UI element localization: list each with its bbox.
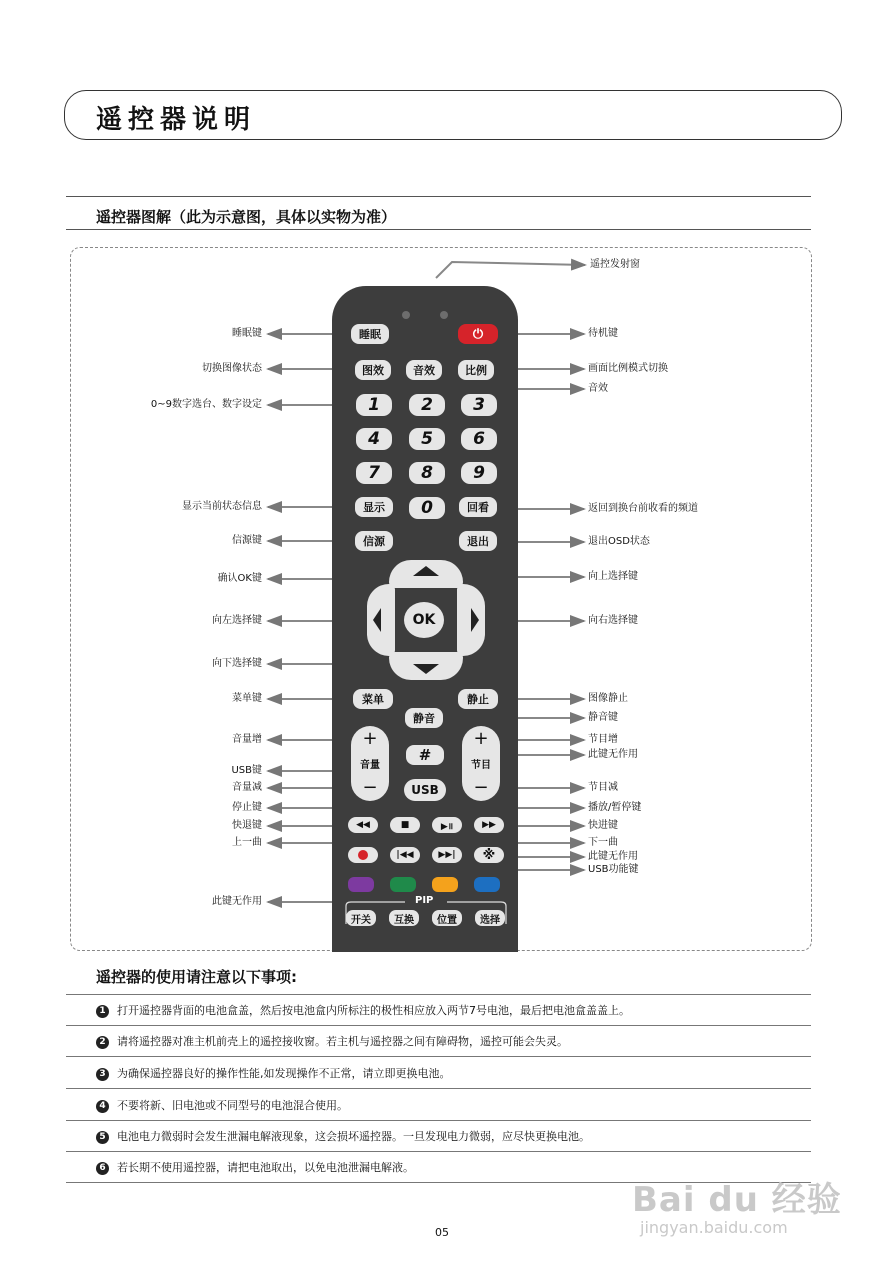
picture-mode-button[interactable]: 图效 (355, 360, 391, 380)
fast-forward-button[interactable] (474, 817, 504, 833)
volume-minus[interactable]: − (362, 777, 378, 798)
play-pause-button[interactable] (432, 817, 462, 833)
label-left: 向左选择键 (212, 615, 262, 626)
star-button[interactable]: ※ (474, 847, 504, 863)
stop-button[interactable] (390, 817, 420, 833)
note-number: 6 (96, 1162, 109, 1175)
watermark-url: jingyan.baidu.com (640, 1218, 788, 1237)
fast-forward-icon: ▶▶ (482, 820, 496, 830)
yellow-key[interactable] (432, 877, 458, 892)
digit-9-button[interactable]: 9 (461, 462, 497, 484)
blue-key[interactable] (474, 877, 500, 892)
record-icon (358, 850, 368, 860)
pip-swap-button[interactable]: 互换 (389, 910, 419, 926)
freeze-button[interactable]: 静止 (458, 689, 498, 709)
note-item (96, 1033, 568, 1049)
green-key[interactable] (390, 877, 416, 892)
ir-window (402, 311, 410, 319)
stop-icon: ■ (400, 820, 410, 830)
label-stop: 停止键 (232, 802, 262, 813)
label-hash: 此键无作用 (588, 749, 638, 760)
menu-button[interactable]: 菜单 (353, 689, 393, 709)
label-sound: 音效 (588, 383, 608, 394)
label-display: 显示当前状态信息 (182, 501, 262, 512)
label-ir: 遥控发射窗 (590, 259, 640, 270)
arrow-right-icon (471, 608, 479, 632)
digit-1-button[interactable]: 1 (356, 394, 392, 416)
recall-button[interactable]: 回看 (459, 497, 497, 517)
aspect-ratio-button[interactable]: 比例 (458, 360, 494, 380)
label-right: 向右选择键 (588, 615, 638, 626)
label-digits: 0~9数字选台、数字设定 (150, 399, 262, 410)
pip-on-off-button[interactable]: 开关 (346, 910, 376, 926)
note-item (96, 1097, 348, 1113)
next-icon: ▶▶| (438, 850, 456, 860)
label-picture: 切换图像状态 (202, 363, 262, 374)
section-title: 遥控器图解（此为示意图，具体以实物为准） (96, 208, 397, 226)
label-sleep: 睡眠键 (232, 328, 262, 339)
digit-5-button[interactable]: 5 (409, 428, 445, 450)
mute-button[interactable]: 静音 (405, 708, 443, 728)
previous-icon: |◀◀ (396, 850, 414, 860)
label-standby: 待机键 (588, 328, 618, 339)
label-prev: 上一曲 (232, 837, 262, 848)
play-pause-icon: ▶॥ (440, 821, 454, 832)
pip-select-button[interactable]: 选择 (475, 910, 505, 926)
note-text: 为确保遥控器良好的操作性能,如发现操作不正常，请立即更换电池。 (117, 1067, 451, 1080)
label-up: 向上选择键 (588, 571, 638, 582)
label-star: 此键无作用 (588, 851, 638, 862)
notes-title: 遥控器的使用请注意以下事项: (96, 968, 297, 986)
arrow-up-icon (413, 566, 439, 576)
label-rewind: 快退键 (232, 820, 262, 831)
divider (66, 1056, 811, 1057)
volume-rocker[interactable] (351, 726, 389, 801)
note-number: 3 (96, 1068, 109, 1081)
power-button[interactable] (458, 324, 498, 344)
note-text: 不要将新、旧电池或不同型号的电池混合使用。 (117, 1099, 348, 1112)
label-ok: 确认OK键 (217, 573, 262, 584)
label-vol-up: 音量增 (232, 734, 262, 745)
label-ch-up: 节目增 (588, 734, 618, 745)
label-source: 信源键 (232, 535, 262, 546)
usb-button[interactable]: USB (404, 779, 446, 801)
label-color-keys: 此键无作用 (212, 896, 262, 907)
note-item (96, 1159, 414, 1175)
source-button[interactable]: 信源 (355, 531, 393, 551)
label-recall: 返回到换台前收看的频道 (588, 503, 698, 514)
digit-8-button[interactable]: 8 (409, 462, 445, 484)
label-next: 下一曲 (588, 837, 618, 848)
ok-button[interactable]: OK (404, 602, 444, 638)
digit-6-button[interactable]: 6 (461, 428, 497, 450)
sound-mode-button[interactable]: 音效 (406, 360, 442, 380)
label-ch-down: 节目减 (588, 782, 618, 793)
arrow-left-icon (373, 608, 381, 632)
divider (66, 1025, 811, 1026)
note-number: 5 (96, 1131, 109, 1144)
divider (66, 1120, 811, 1121)
divider (66, 1088, 811, 1089)
note-item (96, 1128, 590, 1144)
label-freeze: 图像静止 (588, 693, 628, 704)
hash-button[interactable]: # (406, 745, 444, 765)
note-text: 请将遥控器对准主机前壳上的遥控接收窗。若主机与遥控器之间有障碍物，遥控可能会失灵。 (117, 1035, 568, 1048)
digit-2-button[interactable]: 2 (409, 394, 445, 416)
digit-0-button[interactable]: 0 (409, 497, 445, 519)
label-usb: USB键 (231, 765, 262, 776)
digit-4-button[interactable]: 4 (356, 428, 392, 450)
rewind-icon: ◀◀ (356, 820, 370, 830)
power-icon: ⏻ (472, 326, 484, 342)
channel-label: 节目 (471, 760, 491, 771)
channel-minus[interactable]: − (473, 777, 489, 798)
red-button[interactable] (348, 847, 378, 863)
label-mute: 静音键 (588, 712, 618, 723)
note-number: 4 (96, 1100, 109, 1113)
label-down: 向下选择键 (212, 658, 262, 669)
label-menu: 菜单键 (232, 693, 262, 704)
digit-7-button[interactable]: 7 (356, 462, 392, 484)
channel-rocker[interactable] (462, 726, 500, 801)
note-number: 2 (96, 1036, 109, 1049)
pip-position-button[interactable]: 位置 (432, 910, 462, 926)
next-button[interactable] (432, 847, 462, 863)
ir-window (440, 311, 448, 319)
page-title: 遥控器说明 (96, 105, 257, 135)
note-text: 打开遥控器背面的电池盒盖，然后按电池盒内所标注的极性相应放入两节7号电池，最后把电池盒盖盖上。 (117, 1004, 630, 1017)
note-text: 若长期不使用遥控器，请把电池取出，以免电池泄漏电解液。 (117, 1161, 414, 1174)
note-item (96, 1065, 451, 1081)
arrow-down-icon (413, 664, 439, 674)
page-number: 05 (435, 1226, 449, 1239)
label-play: 播放/暂停键 (588, 802, 642, 813)
exit-button[interactable]: 退出 (459, 531, 497, 551)
sleep-button[interactable]: 睡眠 (351, 324, 389, 344)
display-button[interactable]: 显示 (355, 497, 393, 517)
previous-button[interactable] (390, 847, 420, 863)
note-number: 1 (96, 1005, 109, 1018)
volume-label: 音量 (360, 760, 380, 771)
pip-label: PIP (415, 895, 434, 906)
label-usb-fn: USB功能键 (588, 864, 639, 875)
note-item (96, 1002, 630, 1018)
label-vol-down: 音量减 (232, 782, 262, 793)
rewind-button[interactable] (348, 817, 378, 833)
divider (66, 1151, 811, 1152)
volume-plus[interactable]: + (362, 728, 378, 749)
divider (66, 994, 811, 995)
purple-key[interactable] (348, 877, 374, 892)
digit-3-button[interactable]: 3 (461, 394, 497, 416)
label-ratio: 画面比例模式切换 (588, 363, 668, 374)
label-exit: 退出OSD状态 (588, 536, 650, 547)
channel-plus[interactable]: + (473, 728, 489, 749)
watermark-logo: Bai du 经验 (632, 1180, 842, 1220)
label-ff: 快进键 (588, 820, 618, 831)
note-text: 电池电力微弱时会发生泄漏电解液现象，这会损坏遥控器。一旦发现电力微弱，应尽快更换电池。 (117, 1130, 590, 1143)
